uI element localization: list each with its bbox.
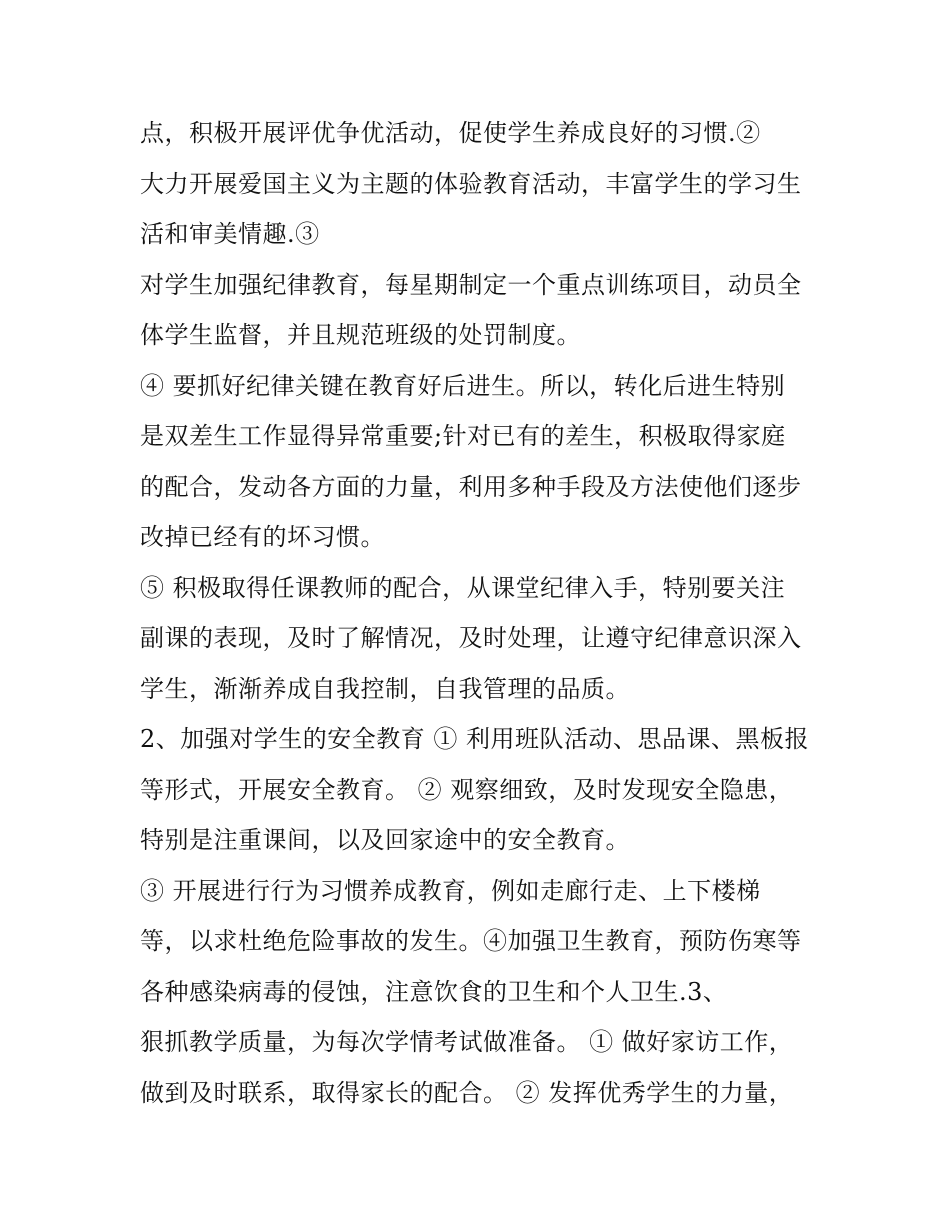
text-line: 活和审美情趣.③ [140,220,320,248]
text-line: ④ 要抓好纪律关键在教育好后进生。所以，转化后进生特别 [140,371,786,400]
text-line: 的配合，发动各方面的力量，利用多种手段及方法使他们逐步 [140,472,802,501]
text-line: 点，积极开展评优争优活动，促使学生养成良好的习惯.② [140,119,761,147]
text-line: 是双差生工作显得异常重要;针对已有的差生，积极取得家庭 [140,422,786,450]
text-line: 体学生监督，并且规范班级的处罚制度。 [140,321,581,349]
text-line: 学生，渐渐养成自我控制，自我管理的品质。 [140,674,630,703]
text-line: 大力开展爱国主义为主题的体验教育活动，丰富学生的学习生 [140,169,802,198]
text-line: 等，以求杜绝危险事故的发生。④加强卫生教育，预防伤寒等 [140,927,802,955]
text-line: 等形式，开展安全教育。 ② 观察细致，及时发现安全隐患， [140,775,794,804]
text-line: 特别是注重课间，以及回家途中的安全教育。 [140,826,630,854]
text-line: 对学生加强纪律教育，每星期制定一个重点训练项目，动员全 [140,270,802,299]
text-line: 狠抓教学质量，为每次学情考试做准备。 ① 做好家访工作， [140,1028,794,1056]
text-line: 副课的表现，及时了解情况，及时处理，让遵守纪律意识深入 [140,624,802,652]
text-line: ⑤ 积极取得任课教师的配合，从课堂纪律入手，特别要关注 [140,573,786,602]
text-line: 2、加强对学生的安全教育 ① 利用班队活动、思品课、黑板报 [140,725,810,753]
body-text [140,108,820,1118]
text-line: 做到及时联系，取得家长的配合。 ② 发挥优秀学生的力量， [140,1078,794,1107]
text-line: 改掉已经有的坏习惯。 [140,523,385,551]
text-line: 各种感染病毒的侵蚀，注意饮食的卫生和个人卫生.3、 [140,977,728,1006]
text-line: ③ 开展进行行为习惯养成教育，例如走廊行走、上下楼梯 [140,876,761,905]
